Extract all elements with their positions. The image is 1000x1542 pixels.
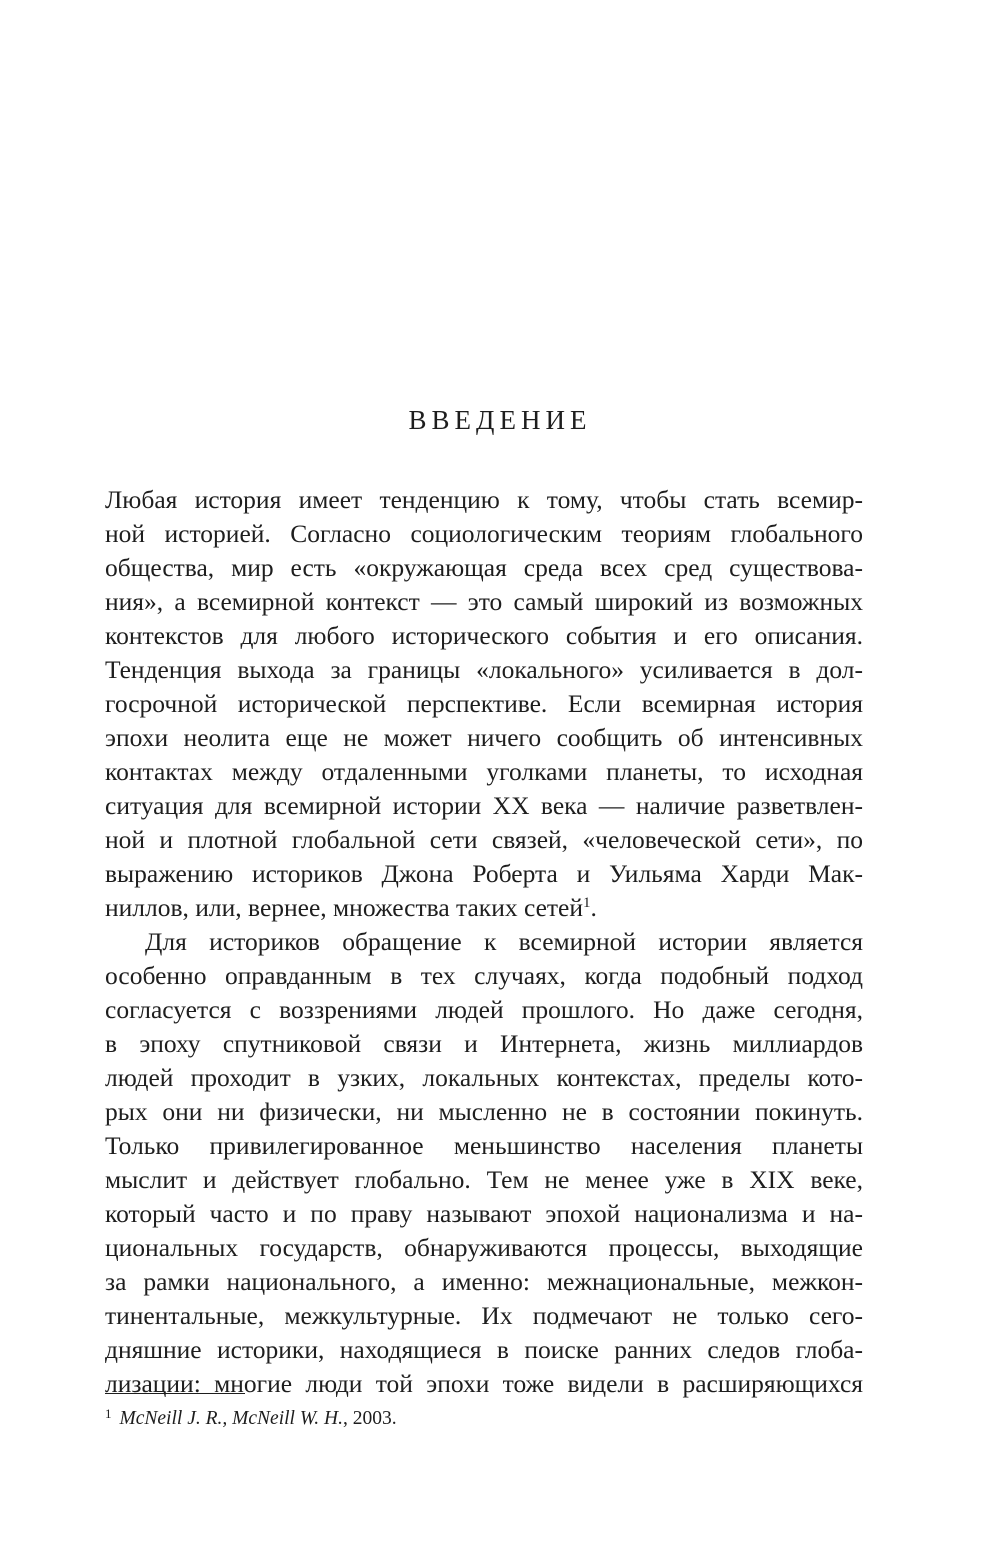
paragraph-2-line-8: мыслит и действует глобально. Тем не менее уже в XIX веке, (105, 1165, 863, 1194)
paragraph-1-line-11: ной и плотной глобальной сети связей, «человеческой сети», по (105, 825, 863, 854)
paragraph-1-line-3: общества, мир есть «окружающая среда всех сред существова- (105, 553, 863, 582)
footnote-year: , 2003. (342, 1408, 397, 1429)
paragraph-1-line-13 (105, 891, 863, 925)
paragraph-2-line-1: Для историков обращение к всемирной истории является (145, 927, 863, 956)
paragraph-1-line-1: Любая история имеет тенденцию к тому, чтобы стать всемир- (105, 485, 863, 514)
paragraph-1-line-4: ния», а всемирной контекст — это самый широкий из возможных (105, 587, 863, 616)
paragraph-2-line-13: дняшние историки, находящиеся в поиске ранних следов глоба- (105, 1335, 863, 1364)
paragraph-1-line-12: выражению историков Джона Роберта и Уильяма Харди Мак- (105, 859, 863, 888)
footnote-divider (105, 1393, 245, 1394)
paragraph-1-line-6: Тенденция выхода за границы «локального» усиливается в дол- (105, 655, 863, 684)
paragraph-2-line-12: тинентальные, межкультурные. Их подмечают не только сего- (105, 1301, 863, 1330)
paragraph-1-line-2: ной историей. Согласно социологическим теориям глобального (105, 519, 863, 548)
paragraph-1-line-10: ситуация для всемирной истории XX века — наличие разветвлен- (105, 791, 863, 820)
paragraph-2-line-7: Только привилегированное меньшинство населения планеты (105, 1131, 863, 1160)
paragraph-1-line-7: госрочной исторической перспективе. Если всемирная история (105, 689, 863, 718)
footnote-number: 1 (105, 1406, 112, 1421)
paragraph-1-last-text: ниллов, или, вернее, множества таких сетей (105, 893, 584, 922)
paragraph-2-line-10: циональных государств, обнаруживаются процессы, выходящие (105, 1233, 863, 1262)
paragraph-2-line-3: согласуется с воззрениями людей прошлого. Но даже сегодня, (105, 995, 863, 1024)
paragraph-1-line-5: контекстов для любого исторического события и его описания. (105, 621, 863, 650)
footnote-reference[interactable]: 1 (583, 895, 591, 911)
chapter-title: ВВЕДЕНИЕ (408, 405, 592, 435)
footnote-authors: McNeill J. R., McNeill W. H. (119, 1408, 343, 1429)
paragraph-2-line-6: рых они ни физически, ни мысленно не в состоянии покинуть. (105, 1097, 863, 1126)
paragraph-1-line-8: эпохи неолита еще не может ничего сообщить об интенсивных (105, 723, 863, 752)
paragraph-2-line-11: за рамки национального, а именно: межнациональные, межкон- (105, 1267, 863, 1296)
footnote-1 (105, 1404, 397, 1434)
paragraph-2-line-4: в эпоху спутниковой связи и Интернета, жизнь миллиардов (105, 1029, 863, 1058)
paragraph-2-line-2: особенно оправданным в тех случаях, когда подобный подход (105, 961, 863, 990)
paragraph-1-end-punctuation: . (590, 893, 597, 922)
paragraph-2-line-14: лизации: многие люди той эпохи тоже видели в расширяющихся (105, 1369, 863, 1398)
paragraph-1-line-9: контактах между отдаленными уголками планеты, то исходная (105, 757, 863, 786)
paragraph-2-line-5: людей проходит в узких, локальных контекстах, пределы кото- (105, 1063, 863, 1092)
paragraph-2-line-9: который часто и по праву называют эпохой национализма и на- (105, 1199, 863, 1228)
